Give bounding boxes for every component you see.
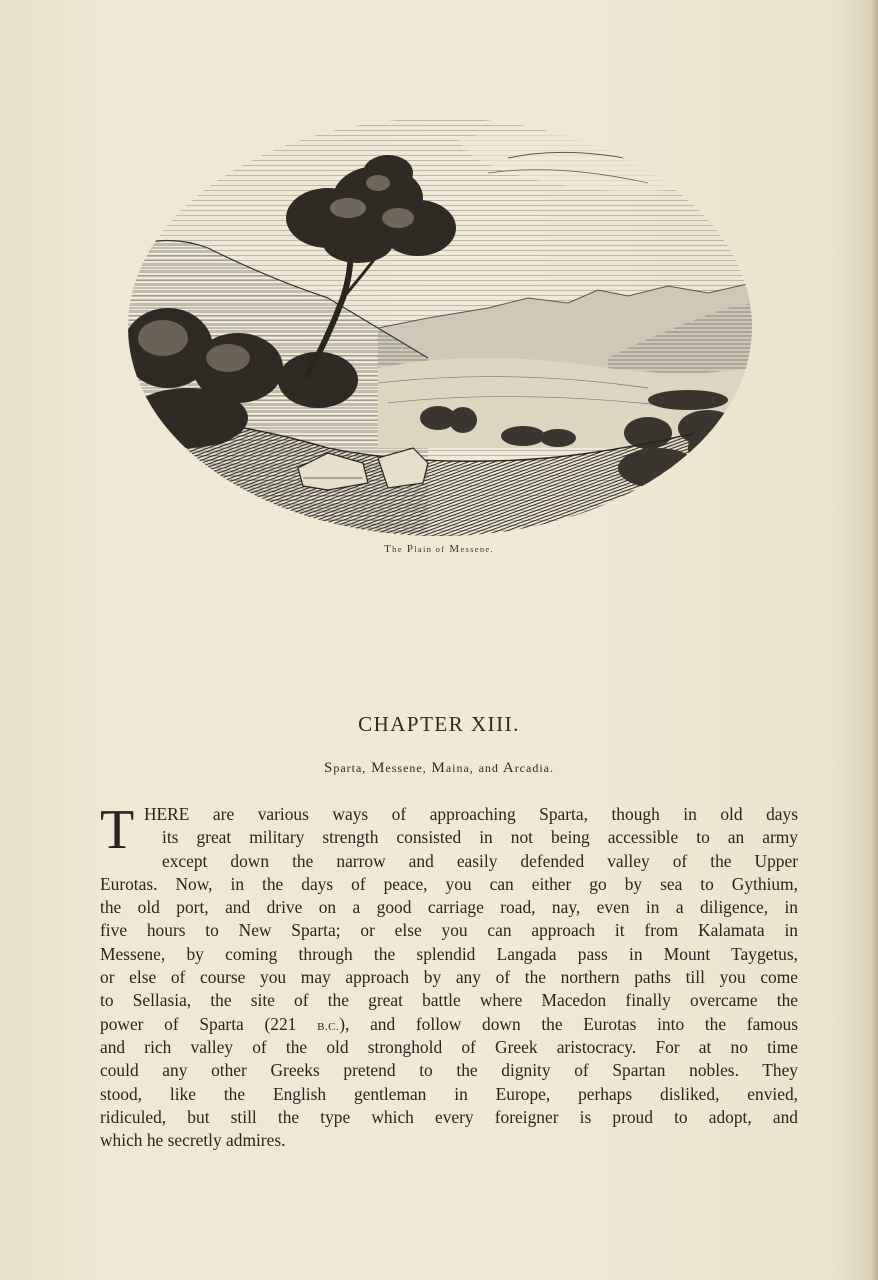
illustration-caption bbox=[0, 543, 878, 555]
page-edge-shadow bbox=[872, 0, 878, 1280]
subtitle-rest-5: rcadia. bbox=[514, 761, 554, 775]
body-line-8: or else of course you may approach by any of the northern paths till you come bbox=[100, 967, 798, 988]
body-line-10-a: power of Sparta (221 bbox=[100, 1013, 297, 1034]
body-line-3: except down the narrow and easily defended valley of the Upper bbox=[162, 850, 798, 871]
body-line-10-bc: B.C. bbox=[317, 1020, 340, 1033]
body-line-4: Eurotas. Now, in the days of peace, you can either go by sea to Gythium, bbox=[100, 873, 798, 894]
drop-cap: T bbox=[100, 799, 135, 861]
body-line-9: to Sellasia, the site of the great battle where Macedon finally overcame the bbox=[100, 990, 798, 1011]
chapter-body bbox=[100, 799, 798, 1152]
subtitle-cap-3: M bbox=[431, 760, 446, 776]
subtitle-and: and bbox=[478, 761, 499, 775]
body-line-2: its great military strength consisted in not being accessible to an army bbox=[162, 827, 798, 848]
body-line-12: could any other Greeks pretend to the dignity of Spartan nobles. They bbox=[100, 1060, 798, 1081]
subtitle-cap-1: S bbox=[323, 760, 334, 776]
body-line-5: the old port, and drive on a good carriage road, nay, even in a diligence, in bbox=[100, 897, 798, 918]
caption-cap-1: T bbox=[384, 543, 393, 555]
body-line-13: stood, like the English gentleman in Europe, perhaps disliked, envied, bbox=[100, 1083, 798, 1104]
subtitle-rest-2: essene, bbox=[385, 761, 427, 775]
caption-cap-2: P bbox=[406, 543, 415, 555]
subtitle-cap-2: M bbox=[371, 760, 386, 776]
body-line-14: ridiculed, but still the type which every foreigner is proud to adopt, and bbox=[100, 1106, 798, 1127]
body-line-10-b: ), and follow down the Eurotas into the famous bbox=[339, 1013, 798, 1034]
body-line-11: and rich valley of the old stronghold of Greek aristocracy. For at no time bbox=[100, 1036, 798, 1057]
caption-rest-2: lain of bbox=[414, 544, 446, 554]
chapter-subtitle bbox=[0, 760, 878, 777]
caption-cap-3: M bbox=[449, 543, 461, 555]
body-line-10 bbox=[100, 1013, 798, 1036]
subtitle-cap-5: A bbox=[502, 760, 515, 776]
body-line-15: which he secretly admires. bbox=[100, 1130, 286, 1151]
engraving-plain-of-messene bbox=[128, 118, 752, 536]
body-line-7: Messene, by coming through the splendid Langada pass in Mount Taygetus, bbox=[100, 943, 798, 964]
chapter-title: CHAPTER XIII. bbox=[358, 712, 520, 736]
subtitle-rest-1: parta, bbox=[333, 761, 367, 775]
caption-rest-1: he bbox=[392, 544, 403, 554]
body-line-6: five hours to New Sparta; or else you can approach it from Kalamata in bbox=[100, 920, 798, 941]
caption-rest-3: essene. bbox=[460, 544, 494, 554]
subtitle-rest-3: aina, bbox=[445, 761, 474, 775]
body-line-1: HERE are various ways of approaching Sparta, though in old days bbox=[144, 804, 798, 824]
